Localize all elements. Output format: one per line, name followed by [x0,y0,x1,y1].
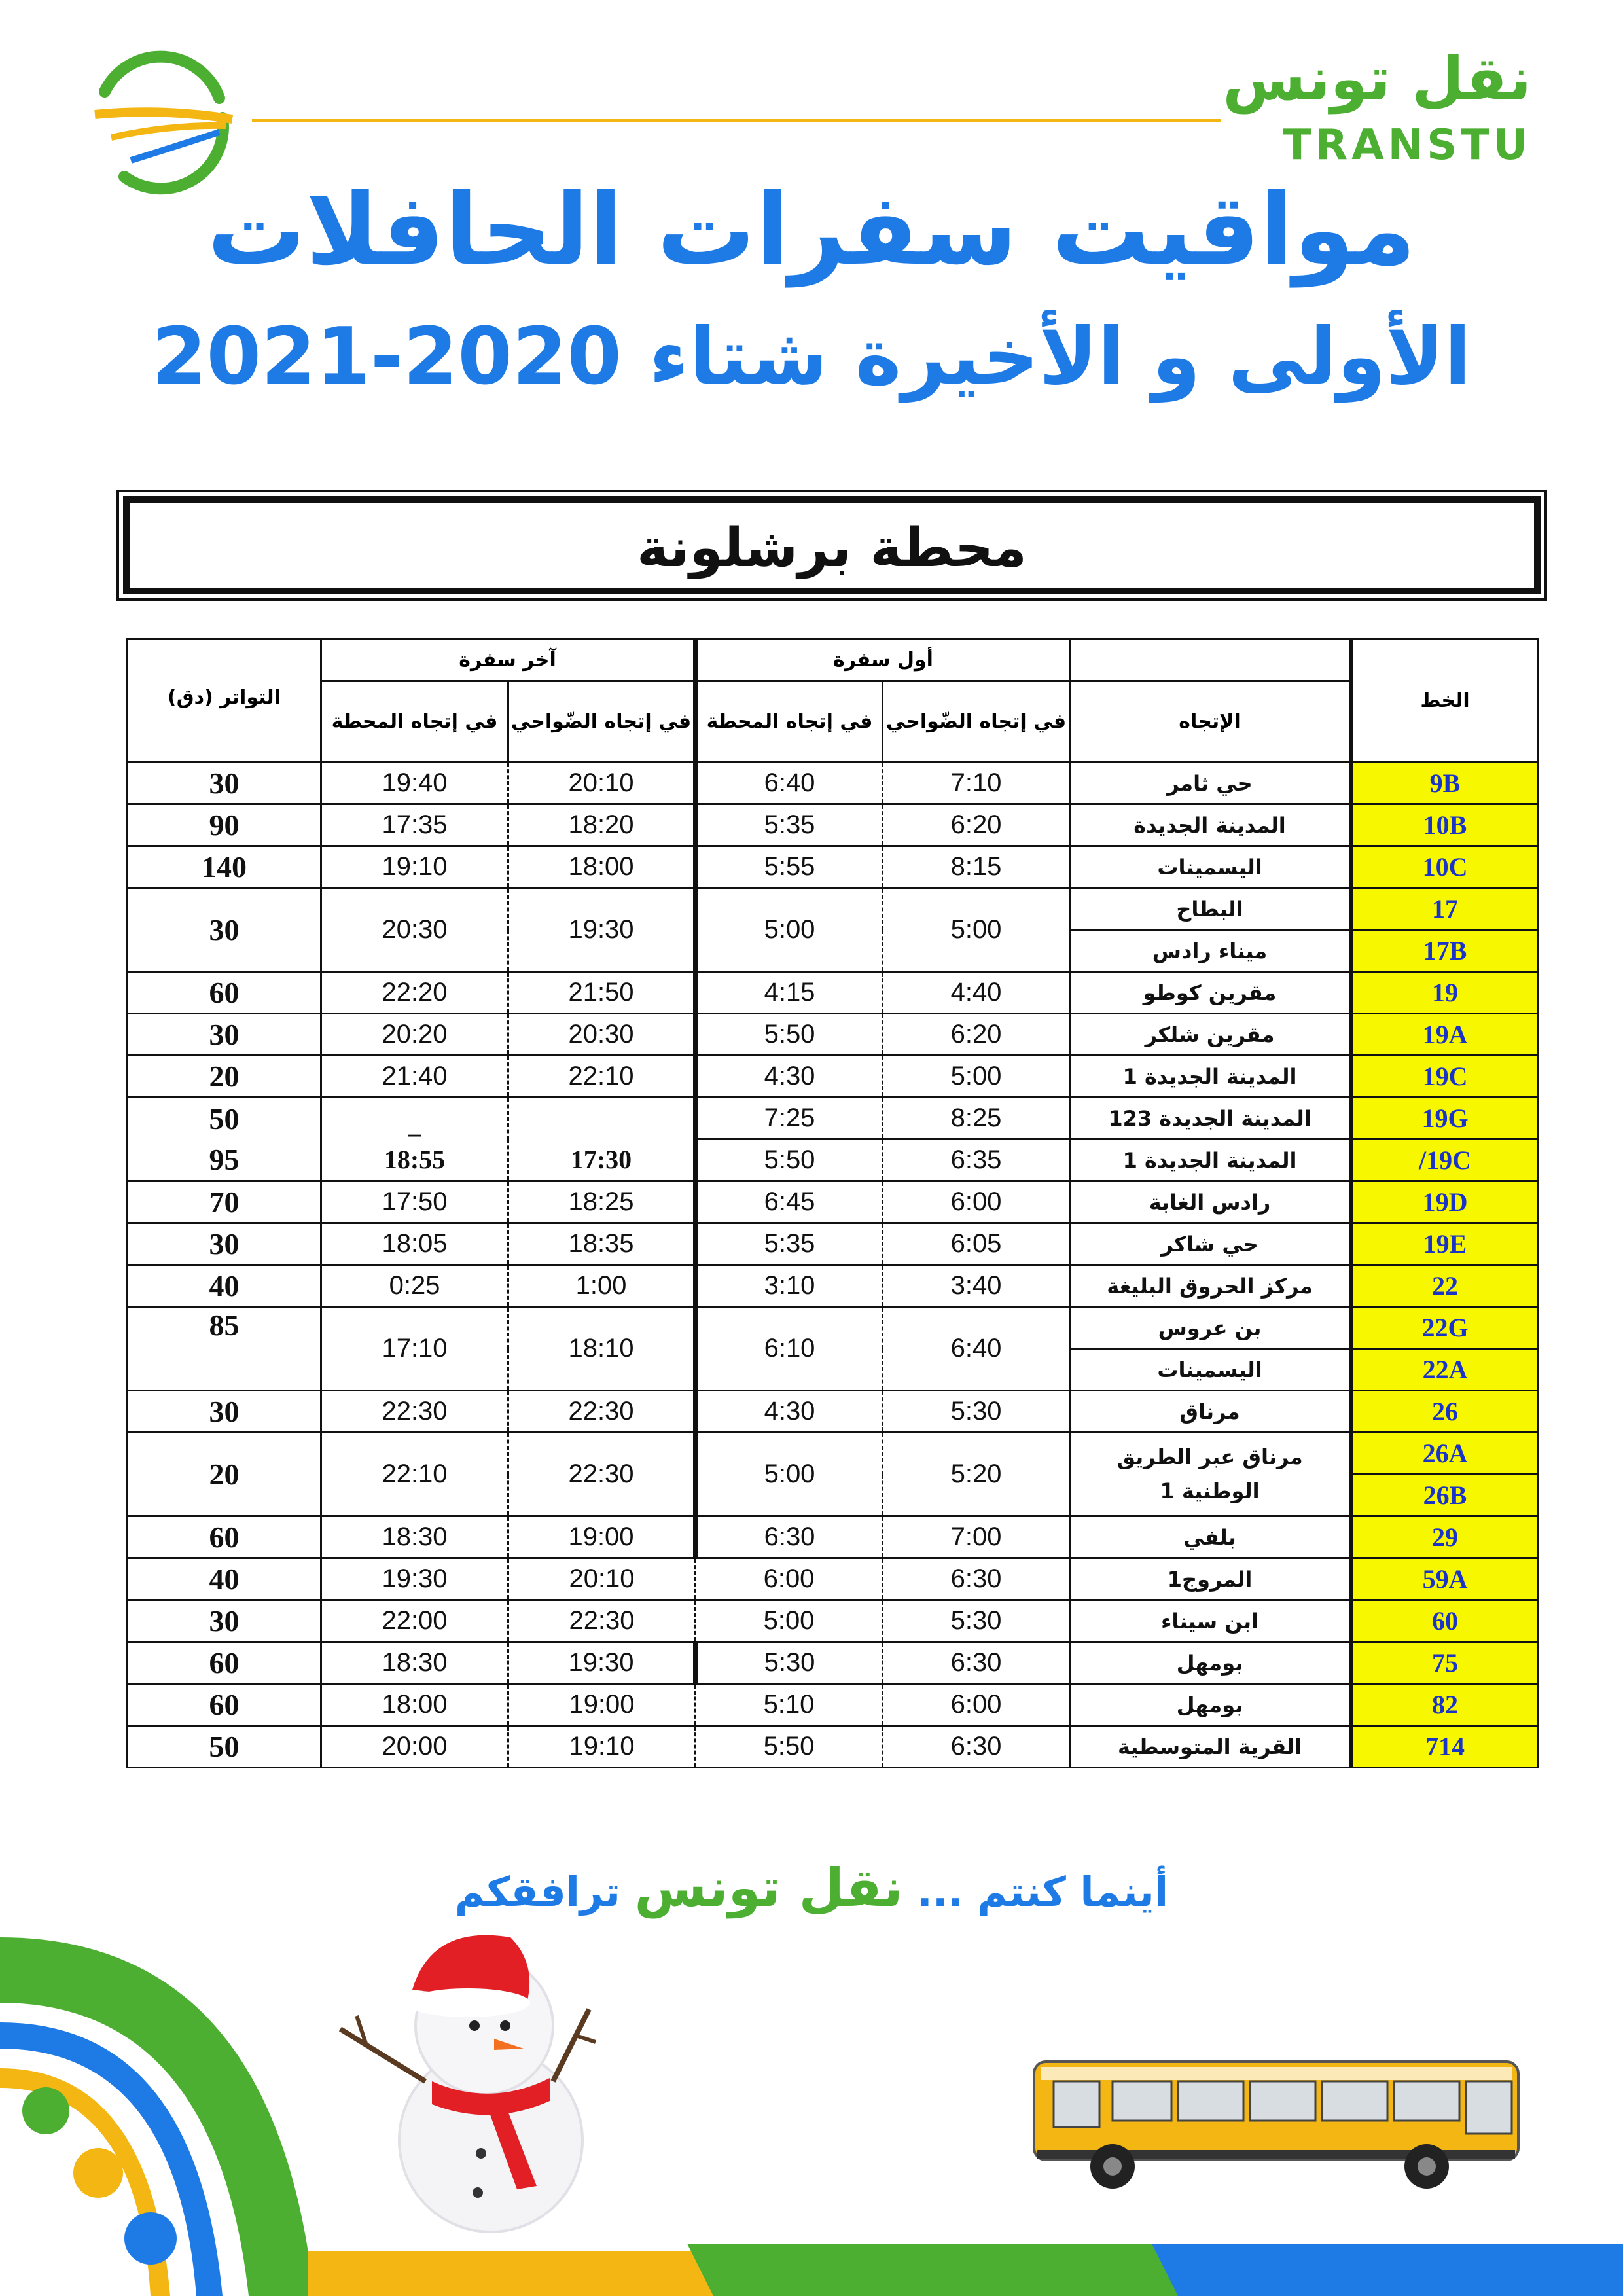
first-to-suburbs: 6:40 [883,1307,1070,1391]
direction-name: مقرين كوطو [1070,972,1351,1014]
first-to-station: 6:40 [696,762,883,804]
line-number: 19 [1351,972,1538,1014]
header-line: الخط [1351,639,1538,762]
last-to-suburbs: 20:10 [508,1558,696,1600]
direction-name: مرناق عبر الطريق الوطنية 1 [1070,1433,1351,1516]
frequency: 20 [128,1056,321,1098]
table-row [128,804,1538,846]
last-to-station: 18:30 [321,1642,508,1684]
line-number: 19C [1351,1056,1538,1098]
last-to-station: 22:10 [321,1433,508,1516]
line-number: 19D [1351,1181,1538,1223]
frequency: 50 [128,1098,321,1139]
first-to-suburbs: 8:25 [883,1098,1070,1139]
last-to-station: 17:10 [321,1307,508,1391]
table-row [128,1056,1538,1098]
frequency: 85 [128,1307,321,1391]
first-to-station: 4:15 [696,972,883,1014]
first-to-suburbs: 6:30 [883,1558,1070,1600]
line-number: 19E [1351,1223,1538,1265]
first-to-station: 6:00 [696,1558,883,1600]
direction-name: رادس الغابة [1070,1181,1351,1223]
header-first-trip: أول سفرة [696,639,1070,681]
frequency: 30 [128,1014,321,1056]
frequency: 20 [128,1433,321,1516]
last-to-suburbs: 18:00 [508,846,696,888]
last-to-suburbs: 18:10 [508,1307,696,1391]
first-to-suburbs: 4:40 [883,972,1070,1014]
direction-name: بومهل [1070,1642,1351,1684]
last-to-station: 18:05 [321,1223,508,1265]
frequency: 30 [128,1223,321,1265]
direction-name: المروج1 [1070,1558,1351,1600]
first-to-suburbs: 6:30 [883,1726,1070,1768]
table-row [128,1516,1538,1558]
first-to-station: 7:25 [696,1098,883,1139]
first-to-suburbs: 5:00 [883,888,1070,972]
snowman-icon [340,1935,596,2232]
line-number: 17B [1351,930,1538,972]
first-to-station: 5:00 [696,1600,883,1642]
last-to-station: 19:30 [321,1558,508,1600]
line-number: 82 [1351,1684,1538,1726]
header-first-to-suburbs: في إتجاه الضّواحي [883,681,1070,762]
line-number: 29 [1351,1516,1538,1558]
last-to-suburbs: 20:10 [508,762,696,804]
table-row [128,1600,1538,1642]
first-to-suburbs: 6:00 [883,1684,1070,1726]
line-number: 10B [1351,804,1538,846]
first-to-suburbs: 5:30 [883,1391,1070,1433]
page-title: مواقيت سفرات الحافلات [207,173,1416,287]
table-row [128,1098,1538,1139]
first-to-station: 5:00 [696,888,883,972]
direction-name: المدينة الجديدة 1 [1070,1056,1351,1098]
last-to-suburbs: 18:35 [508,1223,696,1265]
last-to-suburbs: 1:00 [508,1265,696,1307]
timetable-container [126,638,1537,1768]
header-last-trip: آخر سفرة [321,639,696,681]
line-number: 75 [1351,1642,1538,1684]
direction-name: مرناق [1070,1391,1351,1433]
direction-name: مركز الحروق البليغة [1070,1265,1351,1307]
brand-name-arabic: نقل تونس [1222,44,1531,114]
last-to-station: 20:00 [321,1726,508,1768]
header-frequency: التواتر (دق) [128,639,321,762]
line-number: 19C/ [1351,1139,1538,1181]
direction-name: بلفي [1070,1516,1351,1558]
first-to-suburbs: 6:20 [883,1014,1070,1056]
last-to-station: 22:20 [321,972,508,1014]
table-row [128,1014,1538,1056]
first-to-station: 4:30 [696,1391,883,1433]
line-number: 19A [1351,1014,1538,1056]
slogan-part-1: أينما كنتم ... [917,1868,1169,1916]
last-to-station: 19:10 [321,846,508,888]
last-to-suburbs: 22:10 [508,1056,696,1098]
table-row [128,1558,1538,1600]
first-to-suburbs: 6:00 [883,1181,1070,1223]
slogan [0,1857,1623,1918]
header-empty [1070,639,1351,681]
first-to-station: 6:10 [696,1307,883,1391]
table-row [128,1642,1538,1684]
last-to-suburbs: 18:25 [508,1181,696,1223]
last-to-station: 18:00 [321,1684,508,1726]
frequency: 50 [128,1726,321,1768]
direction-name: ميناء رادس [1070,930,1351,972]
header-last-to-station: في إتجاه المحطة [321,681,508,762]
first-to-station: 5:35 [696,1223,883,1265]
direction-name: المدينة الجديدة [1070,804,1351,846]
frequency: 30 [128,1391,321,1433]
direction-name: حي شاكر [1070,1223,1351,1265]
direction-name: البطاح [1070,888,1351,930]
frequency: 30 [128,888,321,972]
first-to-suburbs: 6:30 [883,1642,1070,1684]
line-number: 714 [1351,1726,1538,1768]
frequency: 40 [128,1558,321,1600]
table-row [128,1391,1538,1433]
frequency: 30 [128,1600,321,1642]
last-to-station: 0:25 [321,1265,508,1307]
direction-name: بومهل [1070,1684,1351,1726]
line-number: 22A [1351,1349,1538,1391]
direction-name: المدينة الجديدة 123 [1070,1098,1351,1139]
last-to-station: 21:40 [321,1056,508,1098]
station-name: محطة برشلونة [637,517,1027,579]
frequency: 90 [128,804,321,846]
line-number: 10C [1351,846,1538,888]
last-to-suburbs: 17:30 [508,1139,696,1181]
table-row [128,972,1538,1014]
slogan-part-3: ترافقكم [454,1868,620,1916]
first-to-station: 5:55 [696,846,883,888]
table-row [128,1433,1538,1475]
last-to-suburbs: 18:20 [508,804,696,846]
last-to-station: 17:35 [321,804,508,846]
first-to-station: 6:45 [696,1181,883,1223]
header-divider [252,119,1221,122]
last-to-suburbs: 21:50 [508,972,696,1014]
table-row [128,1139,1538,1181]
first-to-suburbs: 7:00 [883,1516,1070,1558]
last-to-suburbs [508,1098,696,1139]
direction-name: مقرين شلكر [1070,1014,1351,1056]
line-number: 22 [1351,1265,1538,1307]
table-row [128,846,1538,888]
last-to-suburbs: 22:30 [508,1433,696,1516]
header-first-to-station: في إتجاه المحطة [696,681,883,762]
table-row [128,762,1538,804]
brand-name-latin: TRANSTU [1283,121,1531,170]
timetable [126,638,1539,1768]
line-number: 26A [1351,1433,1538,1475]
line-number: 19G [1351,1098,1538,1139]
direction-name: حي ثامر [1070,762,1351,804]
first-to-station: 5:35 [696,804,883,846]
table-row [128,1265,1538,1307]
frequency: 30 [128,762,321,804]
table-row [128,1307,1538,1349]
page-subtitle: الأولى و الأخيرة شتاء 2020-2021 [152,312,1471,403]
last-to-station: 18:30 [321,1516,508,1558]
first-to-suburbs: 6:20 [883,804,1070,846]
direction-name: المدينة الجديدة 1 [1070,1139,1351,1181]
last-to-suburbs: 19:10 [508,1726,696,1768]
last-to-suburbs: 22:30 [508,1600,696,1642]
first-to-station: 5:00 [696,1433,883,1516]
first-to-station: 4:30 [696,1056,883,1098]
bus-icon [1034,2062,1518,2189]
direction-name: بن عروس [1070,1307,1351,1349]
first-to-suburbs: 6:35 [883,1139,1070,1181]
table-row [128,1684,1538,1726]
line-number: 9B [1351,762,1538,804]
last-to-suburbs: 19:00 [508,1684,696,1726]
last-to-station: 22:00 [321,1600,508,1642]
last-to-suburbs: 19:00 [508,1516,696,1558]
direction-name: القرية المتوسطية [1070,1726,1351,1768]
frequency: 40 [128,1265,321,1307]
header-last-to-suburbs: في إتجاه الضّواحي [508,681,696,762]
first-to-suburbs: 5:00 [883,1056,1070,1098]
first-to-suburbs: 8:15 [883,846,1070,888]
frequency: 140 [128,846,321,888]
line-number: 60 [1351,1600,1538,1642]
last-to-suburbs: 19:30 [508,1642,696,1684]
first-to-station: 3:10 [696,1265,883,1307]
direction-name: اليسمينات [1070,846,1351,888]
direction-name: ابن سيناء [1070,1600,1351,1642]
last-to-suburbs: 19:30 [508,888,696,972]
header-direction: الإتجاه [1070,681,1351,762]
frequency: 60 [128,972,321,1014]
first-to-suburbs: 6:05 [883,1223,1070,1265]
table-row [128,888,1538,930]
first-to-station: 5:50 [696,1726,883,1768]
table-row [128,1181,1538,1223]
line-number: 22G [1351,1307,1538,1349]
last-to-station: 22:30 [321,1391,508,1433]
last-to-station: 17:50 [321,1181,508,1223]
line-number: 59A [1351,1558,1538,1600]
first-to-station: 5:30 [696,1642,883,1684]
line-number: 17 [1351,888,1538,930]
frequency: 60 [128,1642,321,1684]
direction-name: اليسمينات [1070,1349,1351,1391]
last-to-station: 19:40 [321,762,508,804]
table-row [128,1726,1538,1768]
line-number: 26 [1351,1391,1538,1433]
last-to-suburbs: 22:30 [508,1391,696,1433]
first-to-suburbs: 3:40 [883,1265,1070,1307]
first-to-suburbs: 5:20 [883,1433,1070,1516]
first-to-station: 5:50 [696,1139,883,1181]
first-to-station: 5:10 [696,1684,883,1726]
station-box [123,496,1541,594]
frequency: 60 [128,1516,321,1558]
footer-decoration [0,1911,1623,2296]
last-to-station: 20:30 [321,888,508,972]
first-to-suburbs: 7:10 [883,762,1070,804]
frequency: 60 [128,1684,321,1726]
first-to-suburbs: 5:30 [883,1600,1070,1642]
frequency: 70 [128,1181,321,1223]
table-row [128,1223,1538,1265]
frequency: 95 [128,1139,321,1181]
first-to-station: 6:30 [696,1516,883,1558]
last-to-station: 20:20 [321,1014,508,1056]
last-to-station: 18:55 [321,1139,508,1181]
line-number: 26B [1351,1475,1538,1516]
last-to-suburbs: 20:30 [508,1014,696,1056]
first-to-station: 5:50 [696,1014,883,1056]
slogan-brand: نقل تونس [634,1857,903,1918]
last-to-station: _ [321,1098,508,1139]
